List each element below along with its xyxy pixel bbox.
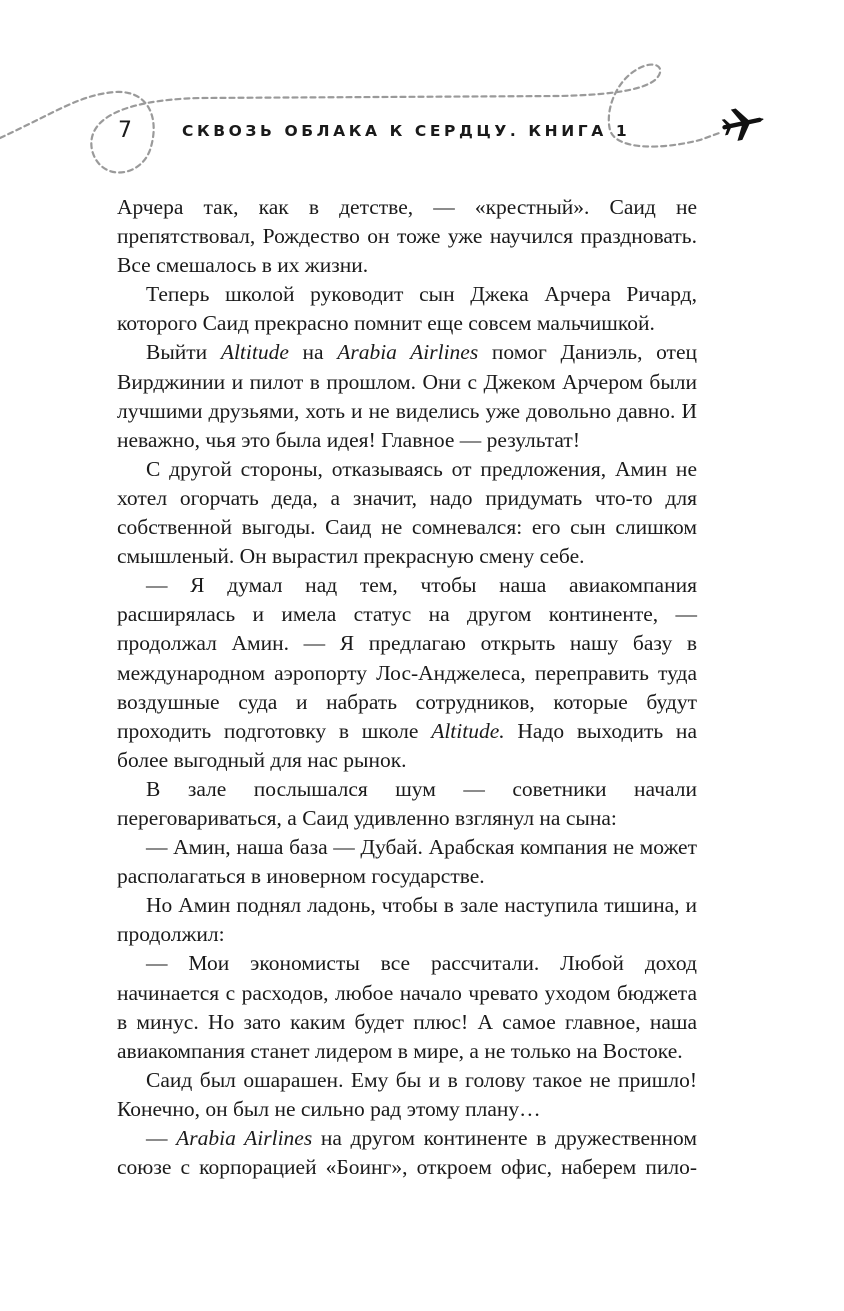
text-segment: В зале послышался шум — советники начали переговариваться, а Саид удивленно взглянул на сына: [117, 776, 697, 830]
text-segment: — Амин, наша база — Дубай. Арабская компания не может располагаться в иноверном государстве. [117, 835, 697, 889]
text-segment: Но Амин поднял ладонь, чтобы в зале наступила тишина, и продолжил: [117, 893, 697, 947]
italic-text: Altitude. [431, 718, 505, 743]
dashed-flight-path [0, 0, 844, 200]
body-text [117, 193, 697, 1182]
page-number: 7 [118, 118, 132, 143]
text-segment: С другой стороны, отказываясь от предложения, Амин не хотел огорчать деда, а значит, надо придумать что-то для собственной выгоды. Саид не сомневался: его сын слишком смышленый. Он вырастил прекрасную смену себе. [117, 456, 697, 569]
paragraph [117, 949, 697, 1065]
text-segment: — Я думал над тем, чтобы наша авиакомпания расширялась и имела статус на другом континенте, — продолжал Амин. — Я предлагаю открыть нашу базу в международном аэропорту Лос-Анджелеса, переправить туда воздушные суда и набрать сотрудников, которые будут проходить подготовку в школе [117, 573, 697, 743]
paragraph [117, 833, 697, 891]
paragraph [117, 338, 697, 454]
paragraph [117, 455, 697, 571]
paragraph [117, 1124, 697, 1182]
running-title: СКВОЗЬ ОБЛАКА К СЕРДЦУ. КНИГА 1 [182, 122, 631, 140]
dashed-loop-line [0, 65, 722, 173]
text-segment: — [146, 1126, 177, 1150]
text-segment: Саид был ошарашен. Ему бы и в голову такое не пришло! Конечно, он был не сильно рад этому плану… [117, 1067, 697, 1121]
text-segment: на другом континенте в дружественном союзе с корпорацией «Боинг», откроем офис, наберем пило- [117, 1126, 698, 1180]
italic-text: Altitude [220, 340, 289, 365]
airplane-icon [719, 103, 767, 143]
italic-text: Arabia Airlines [337, 340, 479, 365]
paragraph [117, 775, 697, 833]
paragraph [117, 280, 697, 338]
text-segment: — Мои экономисты все рассчитали. Любой доход начинается с расходов, любое начало чревато уходом бюджета в минус. Но зато каким будет плюс! А самое главное, наша авиакомпания станет лидером в мире, а не только на Востоке. [117, 951, 697, 1063]
text-segment: Надо выходить на более выгодный для нас рынок. [117, 718, 697, 772]
text-segment: Теперь школой руководит сын Джека Арчера Ричард, которого Саид прекрасно помнит еще совсем мальчишкой. [117, 282, 697, 336]
text-segment: Арчера так, как в детстве, — «крестный». Саид не препятствовал, Рождество он тоже уже научился праздновать. Все смешалось в их жизни. [117, 195, 697, 278]
paragraph [117, 891, 697, 949]
paragraph [117, 571, 697, 775]
italic-text: Arabia Airlines [176, 1126, 313, 1150]
paragraph [117, 1066, 697, 1124]
text-segment: на [288, 340, 338, 365]
text-segment: Выйти [146, 340, 221, 365]
text-segment: помог Даниэль, отец Вирджинии и пилот в прошлом. Они с Джеком Арчером были лучшими друзьями, хоть и не виделись уже довольно давно. И неважно, чья это была идея! Главное — результат! [117, 340, 697, 452]
paragraph [117, 193, 697, 280]
